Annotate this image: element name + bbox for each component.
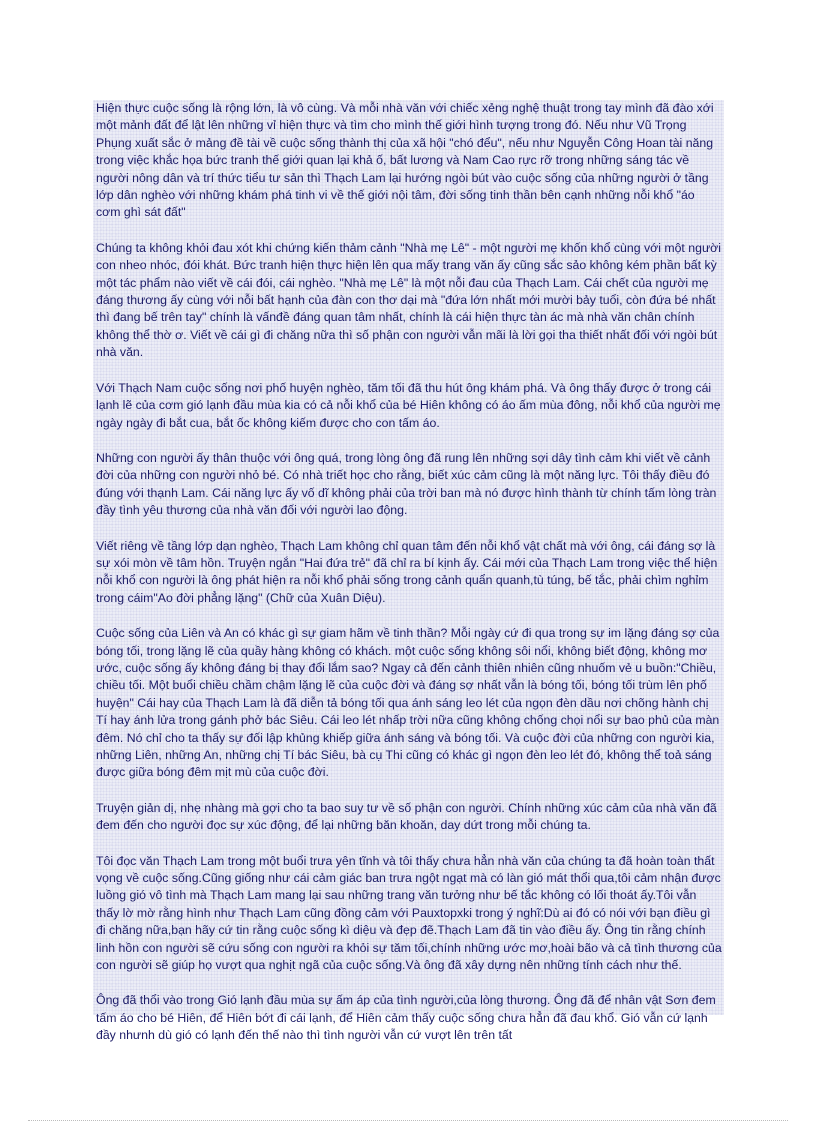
- paragraph-9: Ông đã thổi vào trong Gió lạnh đầu mùa sự ấm áp của tình người,của lòng thương. Ông đã để nhân vật Sơn đem tấm áo cho bé Hiên, để Hiên bớt đi cái lạnh, để Hiên cảm thấy cuộc sống chưa hẳn đã đau khổ. Gió vẫn cứ lạnh đầy nhưnh dù gió có lạnh đến thế nào thì tình người vẫn cứ vượt lên trên tất: [96, 993, 716, 1043]
- paragraph-3: Với Thạch Nam cuộc sống nơi phố huyện nghèo, tăm tối đã thu hút ông khám phá. Và ông thấy được ở trong cái lạnh lẽ của cơm gió lạnh đầu mùa kia có cả nỗi khổ của bé Hiên không có áo ấm mùa đông, nỗi khổ của người mẹ ngày ngày đi bắt cua, bắt ốc không kiếm được cho con tấm áo.: [96, 380, 721, 430]
- page-bottom-divider: [28, 1120, 788, 1121]
- document-page: [93, 100, 724, 1043]
- paragraph-1: Hiện thực cuộc sống là rộng lớn, là vô cùng. Và mỗi nhà văn với chiếc xẻng nghệ thuật trong tay mình đã đào xới một mảnh đất để lật lên những vỉ hiện thực và tìm cho mình thế giới hình tượng trong đó. Nếu như Vũ Trọng Phụng xuất sắc ở mảng đề tài về cuộc sống thành thị của xã hội "chó đểu", nếu như Nguyễn Công Hoan tài năng trong việc khắc họa bức tranh thế giới quan lại khả ố, bất lương và Nam Cao rực rỡ trong những sáng tác về người nông dân và trí thức tiểu tư sản thì Thạch Lam lại hướng ngòi bút vào cuộc sống của những người ở tầng lớp dân nghèo với những khám phá tinh vi về thế giới nội tâm, đời sống tinh thần bên cạnh những nỗi khổ "áo cơm ghì sát đất": [96, 101, 714, 220]
- paragraph-8: Tôi đọc văn Thạch Lam trong một buổi trưa yên tĩnh và tôi thấy chưa hẳn nhà văn của chúng ta đã hoàn toàn thất vọng về cuộc sống.Cũng giống như cái cảm giác ban trưa ngột ngạt mà có làn gió mát thổi qua,tôi cảm nhận được luồng gió vô tình mà Thạch Lam mang lại sau những trang văn tưởng như bế tắc không có lối thoát ấy.Tôi vẫn thấy lờ mờ rằng hình như Thạch Lam cũng đồng cảm với Pauxtopxki trong ý nghĩ:Dù ai đó có nói với bạn điều gì đi chăng nữa,bạn hãy cứ tin rằng cuộc sống kì diệu và đẹp đẽ.Thạch Lam đã tin vào điều ấy. Ông tin rằng chính linh hồn con người sẽ cứu sống con người ra khỏi sự tăm tối,chính những ước mơ,hoài bão và cả tình thương của con người sẽ giúp họ vượt qua nghịt ngã của cuộc sống.Và ông đã xây dựng nên những tính cách như thế.: [96, 853, 722, 973]
- paragraph-5: Viết riêng về tầng lớp dạn nghèo, Thạch Lam không chỉ quan tâm đến nỗi khổ vật chất mà với ông, cái đáng sợ là sự xói mòn về tâm hồn. Truyện ngắn "Hai đứa trẻ" đã chỉ ra bí kịnh ấy. Cái mới của Thạch Lam trong việc thể hiện nỗi khổ con người là ông phát hiện ra nỗi khổ phải sống trong cảnh quẩn quanh,tù túng, bế tắc, phải chìm nghỉm trong cáim"Ao đời phẳng lặng" (Chữ của Xuân Diệu).: [96, 538, 718, 605]
- paragraph-4: Những con người ấy thân thuộc với ông quá, trong lòng ông đã rung lên những sợi dây tình cảm khi viết về cảnh đời của những con người nhỏ bé. Có nhà triết học cho rằng, biết xúc cảm cũng là một năng lực. Tôi thấy điều đó đúng với thạnh Lam. Cái năng lực ấy vố dĩ không phải của trời ban mà nó được hình thành từ chính tấm lòng tràn đầy tình yêu thương của nhà văn đối với người lao động.: [96, 450, 717, 518]
- paragraph-6: Cuộc sống của Liên và An có khác gì sự giam hãm về tinh thần? Mỗi ngày cứ đi qua trong sự im lặng đáng sợ của bóng tối, trong lặng lẽ của quầy hàng không có khách. một cuộc sống không sôi nổi, không biết động, không mơ ước, cuộc sống ấy không đáng bị thay đổi lắm sao? Ngay cả đến cảnh thiên nhiên cũng nhuốm vẻ u buồn:"Chiều, chiều tối. Một buổi chiều chầm chậm lặng lẽ của cuộc đời và đáng sợ nhất vẫn là bóng tối, bóng tối trùm lên phố huyện" Cái hay của Thạch Lam là đã diễn tả bóng tối qua ánh sáng leo lét của ngọn đèn dầu nơi chõng hành chị Tí hay ánh lửa trong gánh phở bác Siêu. Cái leo lét nhấp trời nữa cũng không chống chọi nổi sự bao phủ của màn đêm. Nó chỉ cho ta thấy sự đối lập khủng khiếp giữa ánh sáng và bóng tối. Và cuộc đời của những con người kia, những Liên, những An, những chị Tí bác Siêu, bà cụ Thi cũng có khác gì ngọn đèn leo lét đó, không thể toả sáng được giữa bóng đêm mịt mù của cuộc đời.: [96, 626, 720, 780]
- paragraph-2: Chúng ta không khỏi đau xót khi chứng kiến thảm cảnh "Nhà mẹ Lê" - một người mẹ khốn khổ cùng với một người con nheo nhóc, đói khát. Bức tranh hiện thực hiện lên qua mấy trang văn ấy cũng sắc sảo không kém phần bất kỳ một tác phẩm nào viết về cái đói, cái nghèo. "Nhà mẹ Lê" là một nỗi đau của Thạch Lam. Cái chết của người mẹ đáng thương ấy cùng với nỗi bất hạnh của đàn con thơ dại mà "đứa lớn nhất mới mười bảy tuổi, còn đứa bé nhất thì đang bế trên tay" chính là vấnđề đáng quan tâm nhất, chính là cái hiện thực tàn ác mà nhà văn chân chính không thể thờ ơ. Viết về cái gì đi chăng nữa thì số phận con người vẫn mãi là lời gọi tha thiết nhất đối với ngòi bút nhà văn.: [96, 240, 721, 360]
- paragraph-7: Truyện giản dị, nhẹ nhàng mà gợi cho ta bao suy tư về số phận con người. Chính những xúc cảm của nhà văn đã đem đến cho người đọc sự xúc động, để lại những băn khoăn, day dứt trong mỗi chúng ta.: [96, 800, 717, 833]
